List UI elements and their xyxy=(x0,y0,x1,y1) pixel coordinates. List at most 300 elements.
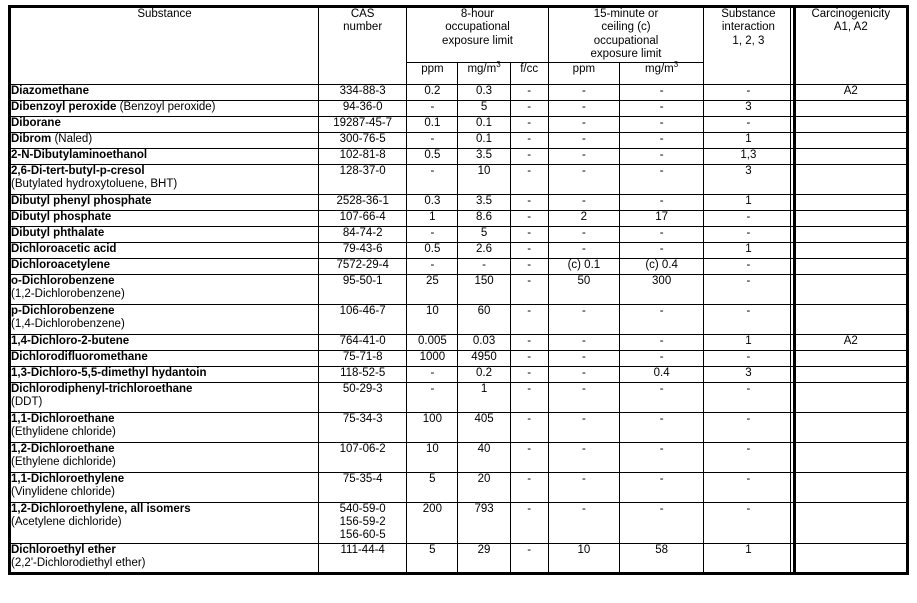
table-row xyxy=(10,84,908,100)
cas-number-value: 156-60-5 xyxy=(339,529,386,542)
cell-carcinogenicity xyxy=(794,366,907,382)
cell-mgm3-15minute: - xyxy=(619,442,703,472)
substance-name: p-Dichlorobenzene xyxy=(11,304,115,317)
cell-mgm3-8hour: 5 xyxy=(458,226,510,242)
cell-mgm3-8hour: 20 xyxy=(458,472,510,502)
fifteen-min-line-1: 15-minute or xyxy=(593,8,659,20)
cell-ppm-8hour: 1000 xyxy=(407,350,458,366)
substance-synonym: (Vinylidene chloride) xyxy=(11,486,115,499)
cell-substance xyxy=(10,442,319,472)
substance-name: Diborane xyxy=(11,116,61,129)
cell-carcinogenicity xyxy=(794,132,907,148)
cell-fcc: - xyxy=(510,226,548,242)
cell-ppm-8hour: - xyxy=(407,366,458,382)
cell-mgm3-8hour: 60 xyxy=(458,304,510,334)
header-row-primary xyxy=(10,7,908,63)
cell-ppm-8hour: - xyxy=(407,164,458,194)
cell-substance-interaction: 1 xyxy=(704,194,794,210)
unit-mgm3-8h-exponent: 3 xyxy=(496,59,501,69)
cell-cas-number xyxy=(319,148,407,164)
cell-mgm3-8hour: 0.3 xyxy=(458,84,510,100)
cell-mgm3-15minute: 300 xyxy=(619,274,703,304)
cell-substance-interaction: - xyxy=(704,382,794,412)
cell-mgm3-15minute: 0.4 xyxy=(619,366,703,382)
cell-fcc: - xyxy=(510,366,548,382)
substance-alt-name: (Benzoyl peroxide) xyxy=(116,100,216,113)
cell-mgm3-8hour: 0.2 xyxy=(458,366,510,382)
cell-fcc: - xyxy=(510,502,548,543)
unit-mgm3-15m-base: mg/m xyxy=(645,62,674,75)
table-row xyxy=(10,164,908,194)
substance-name: Dibrom xyxy=(11,132,52,145)
cell-mgm3-15minute: - xyxy=(619,242,703,258)
substance-synonym: (Butylated hydroxytoluene, BHT) xyxy=(11,178,178,191)
cell-substance-interaction: 1 xyxy=(704,132,794,148)
cell-carcinogenicity xyxy=(794,258,907,274)
cell-ppm-15minute: - xyxy=(548,116,619,132)
cas-number-value: 111-44-4 xyxy=(340,543,385,556)
cell-mgm3-15minute: - xyxy=(619,132,703,148)
cell-carcinogenicity xyxy=(794,226,907,242)
cell-carcinogenicity: A2 xyxy=(794,334,907,350)
cell-fcc: - xyxy=(510,84,548,100)
unit-mgm3-8h-base: mg/m xyxy=(467,62,497,75)
cell-mgm3-8hour: 5 xyxy=(458,100,510,116)
cell-ppm-15minute: - xyxy=(548,350,619,366)
cell-cas-number xyxy=(319,350,407,366)
cas-number-value: 84-74-2 xyxy=(342,226,383,239)
cell-cas-number xyxy=(319,274,407,304)
cell-substance-interaction: 3 xyxy=(704,366,794,382)
cell-substance-interaction: - xyxy=(704,350,794,366)
cell-ppm-15minute: 10 xyxy=(548,543,619,573)
cell-mgm3-15minute: - xyxy=(619,148,703,164)
substance-name: 1,2-Dichloroethylene, all isomers xyxy=(11,502,191,515)
table-body xyxy=(10,84,908,573)
fifteen-min-line-3: occupational xyxy=(593,34,659,47)
eight-hour-line-1: 8-hour xyxy=(460,8,495,20)
cell-fcc: - xyxy=(510,350,548,366)
substance-name: Dichlorodiphenyl-trichloroethane xyxy=(11,382,193,395)
cell-ppm-8hour: - xyxy=(407,382,458,412)
cell-substance-interaction: - xyxy=(704,226,794,242)
substance-synonym: (1,2-Dichlorobenzene) xyxy=(11,288,125,301)
cell-ppm-15minute: 50 xyxy=(548,274,619,304)
fifteen-min-line-4: exposure limit xyxy=(590,48,662,61)
cas-number-value: 102-81-8 xyxy=(339,148,386,161)
substance-name: 1,4-Dichloro-2-butene xyxy=(11,334,130,347)
interaction-line-1: Substance xyxy=(721,8,776,20)
cell-substance xyxy=(10,242,319,258)
cell-substance xyxy=(10,366,319,382)
unit-header-ppm-15m: ppm xyxy=(548,62,619,84)
column-header-cas-number xyxy=(319,7,407,85)
occupational-exposure-limits-table xyxy=(8,5,909,575)
cell-carcinogenicity xyxy=(794,304,907,334)
cell-fcc: - xyxy=(510,116,548,132)
cell-mgm3-15minute: - xyxy=(619,226,703,242)
cell-fcc: - xyxy=(510,148,548,164)
cell-substance-interaction: - xyxy=(704,116,794,132)
cas-number-value: 107-06-2 xyxy=(339,442,386,455)
table-row xyxy=(10,334,908,350)
cell-mgm3-15minute: - xyxy=(619,164,703,194)
cell-ppm-8hour: - xyxy=(407,100,458,116)
cell-carcinogenicity xyxy=(794,382,907,412)
substance-alt-name: (Naled) xyxy=(51,132,93,145)
cell-substance xyxy=(10,226,319,242)
cell-mgm3-8hour: 3.5 xyxy=(458,148,510,164)
substance-synonym: (1,4-Dichlorobenzene) xyxy=(11,318,125,331)
substance-name: Dibutyl phenyl phosphate xyxy=(11,194,152,207)
cas-number-value: 300-76-5 xyxy=(339,132,386,145)
cas-number-value: 79-43-6 xyxy=(342,242,383,255)
table-row xyxy=(10,100,908,116)
cell-mgm3-15minute: - xyxy=(619,382,703,412)
cell-ppm-8hour: 0.3 xyxy=(407,194,458,210)
column-header-substance-interaction xyxy=(704,7,794,85)
cas-number-value: 106-46-7 xyxy=(339,304,386,317)
cas-number-value: 7572-29-4 xyxy=(336,258,389,271)
unit-header-mgm3-8h xyxy=(458,59,510,84)
cell-substance xyxy=(10,210,319,226)
cell-mgm3-8hour: - xyxy=(458,258,510,274)
cell-mgm3-15minute: - xyxy=(619,304,703,334)
cell-ppm-8hour: 0.5 xyxy=(407,242,458,258)
cell-cas-number xyxy=(319,84,407,100)
cell-ppm-15minute: (c) 0.1 xyxy=(548,258,619,274)
cell-substance xyxy=(10,148,319,164)
cell-carcinogenicity xyxy=(794,242,907,258)
substance-name: Dichloroacetic acid xyxy=(11,242,117,255)
cell-ppm-15minute: - xyxy=(548,226,619,242)
cell-substance xyxy=(10,350,319,366)
cell-substance xyxy=(10,164,319,194)
cell-ppm-15minute: - xyxy=(548,442,619,472)
cell-cas-number xyxy=(319,366,407,382)
cell-fcc: - xyxy=(510,472,548,502)
cas-number-value: 334-88-3 xyxy=(339,84,386,97)
cell-carcinogenicity xyxy=(794,442,907,472)
cell-cas-number xyxy=(319,412,407,442)
cell-cas-number xyxy=(319,242,407,258)
cell-fcc: - xyxy=(510,258,548,274)
cell-mgm3-8hour: 405 xyxy=(458,412,510,442)
cell-carcinogenicity xyxy=(794,412,907,442)
cell-substance-interaction: - xyxy=(704,210,794,226)
cell-mgm3-8hour: 793 xyxy=(458,502,510,543)
cell-fcc: - xyxy=(510,334,548,350)
cell-mgm3-8hour: 1 xyxy=(458,382,510,412)
table-row xyxy=(10,442,908,472)
cell-mgm3-8hour: 0.03 xyxy=(458,334,510,350)
cell-ppm-15minute: - xyxy=(548,242,619,258)
cell-substance xyxy=(10,274,319,304)
cell-ppm-15minute: - xyxy=(548,100,619,116)
cell-substance-interaction: - xyxy=(704,502,794,543)
table-row xyxy=(10,258,908,274)
substance-name: Dibenzoyl peroxide xyxy=(11,100,117,113)
table-row xyxy=(10,116,908,132)
cas-number-value: 156-59-2 xyxy=(339,516,386,529)
table-row xyxy=(10,502,908,543)
cell-ppm-15minute: - xyxy=(548,502,619,543)
cell-ppm-15minute: - xyxy=(548,194,619,210)
cell-carcinogenicity: A2 xyxy=(794,84,907,100)
cell-substance-interaction: - xyxy=(704,258,794,274)
substance-name: Dichloroacetylene xyxy=(11,258,111,271)
cell-carcinogenicity xyxy=(794,148,907,164)
cell-cas-number xyxy=(319,226,407,242)
substance-name: Dichloroethyl ether xyxy=(11,543,116,556)
cell-mgm3-15minute: - xyxy=(619,100,703,116)
cell-fcc: - xyxy=(510,210,548,226)
cell-mgm3-8hour: 10 xyxy=(458,164,510,194)
substance-synonym: (DDT) xyxy=(11,396,43,409)
cell-fcc: - xyxy=(510,194,548,210)
cell-mgm3-15minute: - xyxy=(619,412,703,442)
cell-ppm-8hour: 1 xyxy=(407,210,458,226)
cell-fcc: - xyxy=(510,382,548,412)
cell-cas-number xyxy=(319,258,407,274)
cell-cas-number xyxy=(319,334,407,350)
cell-ppm-8hour: - xyxy=(407,132,458,148)
interaction-line-3: 1, 2, 3 xyxy=(732,34,765,47)
substance-name: 1,1-Dichloroethane xyxy=(11,412,115,425)
cas-number-value: 764-41-0 xyxy=(339,334,386,347)
cell-ppm-15minute: - xyxy=(548,472,619,502)
cell-ppm-8hour: 25 xyxy=(407,274,458,304)
unit-mgm3-15m-exponent: 3 xyxy=(673,59,679,69)
cell-carcinogenicity xyxy=(794,164,907,194)
cell-ppm-15minute: - xyxy=(548,334,619,350)
table-row xyxy=(10,194,908,210)
cell-substance-interaction: 3 xyxy=(704,100,794,116)
cas-number-value: 94-36-0 xyxy=(342,100,383,113)
substance-synonym: (Acetylene dichloride) xyxy=(11,516,122,529)
cell-cas-number xyxy=(319,116,407,132)
cell-substance-interaction: - xyxy=(704,84,794,100)
cell-carcinogenicity xyxy=(794,116,907,132)
substance-name: Dibutyl phosphate xyxy=(11,210,112,223)
table-row xyxy=(10,304,908,334)
cell-cas-number xyxy=(319,472,407,502)
unit-header-ppm-8h: ppm xyxy=(407,62,458,84)
cell-substance-interaction: - xyxy=(704,274,794,304)
cell-mgm3-15minute: 58 xyxy=(619,543,703,573)
cell-ppm-15minute: - xyxy=(548,164,619,194)
carcinogenicity-line-2: A1, A2 xyxy=(833,21,868,34)
unit-header-fcc: f/cc xyxy=(510,62,548,84)
cell-substance-interaction: 1 xyxy=(704,543,794,573)
cas-number-value: 75-71-8 xyxy=(342,350,383,363)
cell-carcinogenicity xyxy=(794,274,907,304)
substance-synonym: (Ethylene dichloride) xyxy=(11,456,116,469)
cell-fcc: - xyxy=(510,132,548,148)
cell-substance-interaction: - xyxy=(704,472,794,502)
cell-substance-interaction: 1 xyxy=(704,334,794,350)
cell-mgm3-8hour: 0.1 xyxy=(458,116,510,132)
substance-name: 1,3-Dichloro-5,5-dimethyl hydantoin xyxy=(11,366,207,379)
cell-fcc: - xyxy=(510,100,548,116)
column-header-8-hour-exposure-limit xyxy=(407,7,548,63)
cell-ppm-15minute: - xyxy=(548,304,619,334)
cell-carcinogenicity xyxy=(794,472,907,502)
cell-carcinogenicity xyxy=(794,194,907,210)
cell-cas-number xyxy=(319,382,407,412)
cas-number-value: 19287-45-7 xyxy=(333,116,393,129)
cell-cas-number xyxy=(319,100,407,116)
table-header xyxy=(10,7,908,85)
substance-name: 1,1-Dichloroethylene xyxy=(11,472,125,485)
cell-ppm-15minute: - xyxy=(548,148,619,164)
cell-substance-interaction: - xyxy=(704,412,794,442)
fifteen-min-line-2: ceiling (c) xyxy=(601,21,651,34)
cell-substance xyxy=(10,304,319,334)
column-header-carcinogenicity xyxy=(794,7,907,85)
eight-hour-line-2: occupational xyxy=(445,21,510,34)
interaction-line-2: interaction xyxy=(721,21,775,34)
substance-name: 2-N-Dibutylaminoethanol xyxy=(11,148,148,161)
cell-fcc: - xyxy=(510,242,548,258)
cell-mgm3-15minute: - xyxy=(619,472,703,502)
cas-number-value: 75-35-4 xyxy=(342,472,383,485)
cas-number-value: 2528-36-1 xyxy=(336,194,389,207)
cell-ppm-8hour: 0.1 xyxy=(407,116,458,132)
cell-substance-interaction: - xyxy=(704,442,794,472)
cell-ppm-8hour: 10 xyxy=(407,442,458,472)
cell-fcc: - xyxy=(510,304,548,334)
cell-substance xyxy=(10,132,319,148)
cell-fcc: - xyxy=(510,543,548,573)
cell-substance-interaction: 1,3 xyxy=(704,148,794,164)
cell-cas-number xyxy=(319,502,407,543)
cell-cas-number xyxy=(319,132,407,148)
carcinogenicity-line-1: Carcinogenicity xyxy=(811,8,891,20)
cell-cas-number xyxy=(319,210,407,226)
cell-cas-number xyxy=(319,194,407,210)
table-row xyxy=(10,366,908,382)
cell-mgm3-15minute: (c) 0.4 xyxy=(619,258,703,274)
eight-hour-line-3: exposure limit xyxy=(442,34,513,47)
cell-carcinogenicity xyxy=(794,100,907,116)
table-row xyxy=(10,274,908,304)
cell-substance xyxy=(10,543,319,573)
column-header-15-minute-ceiling-limit xyxy=(548,7,704,63)
cell-ppm-8hour: 0.005 xyxy=(407,334,458,350)
cell-substance xyxy=(10,502,319,543)
substance-name: o-Dichlorobenzene xyxy=(11,274,115,287)
cell-mgm3-15minute: - xyxy=(619,116,703,132)
substance-synonym: (Ethylidene chloride) xyxy=(11,426,116,439)
table-row xyxy=(10,412,908,442)
cell-ppm-8hour: 5 xyxy=(407,472,458,502)
cell-substance-interaction: 1 xyxy=(704,242,794,258)
cell-substance xyxy=(10,472,319,502)
cas-number-value: 107-66-4 xyxy=(339,210,386,223)
cas-number-value: 75-34-3 xyxy=(342,412,383,425)
cell-fcc: - xyxy=(510,442,548,472)
substance-name: Dibutyl phthalate xyxy=(11,226,105,239)
cell-substance xyxy=(10,258,319,274)
cas-header-line-1: CAS xyxy=(350,8,375,20)
table-row xyxy=(10,148,908,164)
cell-mgm3-15minute: 17 xyxy=(619,210,703,226)
cell-ppm-15minute: - xyxy=(548,412,619,442)
cell-ppm-15minute: 2 xyxy=(548,210,619,226)
table-row xyxy=(10,382,908,412)
cell-ppm-15minute: - xyxy=(548,132,619,148)
cell-mgm3-8hour: 0.1 xyxy=(458,132,510,148)
cell-mgm3-8hour: 3.5 xyxy=(458,194,510,210)
cell-carcinogenicity xyxy=(794,350,907,366)
cell-substance-interaction: - xyxy=(704,304,794,334)
table-row xyxy=(10,132,908,148)
cas-number-value: 540-59-0 xyxy=(339,502,386,515)
cell-substance xyxy=(10,334,319,350)
cell-mgm3-8hour: 8.6 xyxy=(458,210,510,226)
cell-ppm-8hour: - xyxy=(407,226,458,242)
cell-mgm3-8hour: 150 xyxy=(458,274,510,304)
cell-mgm3-8hour: 40 xyxy=(458,442,510,472)
cell-mgm3-8hour: 29 xyxy=(458,543,510,573)
cell-carcinogenicity xyxy=(794,543,907,573)
cell-fcc: - xyxy=(510,412,548,442)
column-header-substance: Substance xyxy=(10,7,319,85)
cas-number-value: 50-29-3 xyxy=(342,382,383,395)
cell-substance xyxy=(10,412,319,442)
cell-ppm-8hour: 0.2 xyxy=(407,84,458,100)
cell-ppm-8hour: 10 xyxy=(407,304,458,334)
substance-synonym: (2,2'-Dichlorodiethyl ether) xyxy=(11,557,146,570)
cell-cas-number xyxy=(319,442,407,472)
cas-number-value: 118-52-5 xyxy=(340,366,386,379)
cell-ppm-15minute: - xyxy=(548,382,619,412)
table-row xyxy=(10,226,908,242)
cell-mgm3-8hour: 2.6 xyxy=(458,242,510,258)
table-row xyxy=(10,543,908,573)
cell-ppm-8hour: 5 xyxy=(407,543,458,573)
unit-header-mgm3-15m xyxy=(619,59,703,84)
cell-carcinogenicity xyxy=(794,502,907,543)
table-row xyxy=(10,350,908,366)
cell-cas-number xyxy=(319,543,407,573)
cell-mgm3-15minute: - xyxy=(619,334,703,350)
cell-mgm3-15minute: - xyxy=(619,84,703,100)
substance-name: Dichlorodifluoromethane xyxy=(11,350,148,363)
cell-mgm3-15minute: - xyxy=(619,350,703,366)
substance-name: 2,6-Di-tert-butyl-p-cresol xyxy=(11,164,145,177)
cell-cas-number xyxy=(319,304,407,334)
cell-ppm-8hour: 100 xyxy=(407,412,458,442)
cell-mgm3-8hour: 4950 xyxy=(458,350,510,366)
cell-cas-number xyxy=(319,164,407,194)
cell-ppm-8hour: 200 xyxy=(407,502,458,543)
cell-ppm-8hour: - xyxy=(407,258,458,274)
cell-fcc: - xyxy=(510,164,548,194)
table-row xyxy=(10,242,908,258)
table-row xyxy=(10,210,908,226)
cas-number-value: 95-50-1 xyxy=(342,274,383,287)
cell-substance xyxy=(10,84,319,100)
cell-substance xyxy=(10,382,319,412)
cell-substance xyxy=(10,100,319,116)
substance-name: Diazomethane xyxy=(11,84,89,97)
cell-substance-interaction: 3 xyxy=(704,164,794,194)
cas-header-line-2: number xyxy=(343,21,383,34)
cell-carcinogenicity xyxy=(794,210,907,226)
cell-ppm-15minute: - xyxy=(548,366,619,382)
